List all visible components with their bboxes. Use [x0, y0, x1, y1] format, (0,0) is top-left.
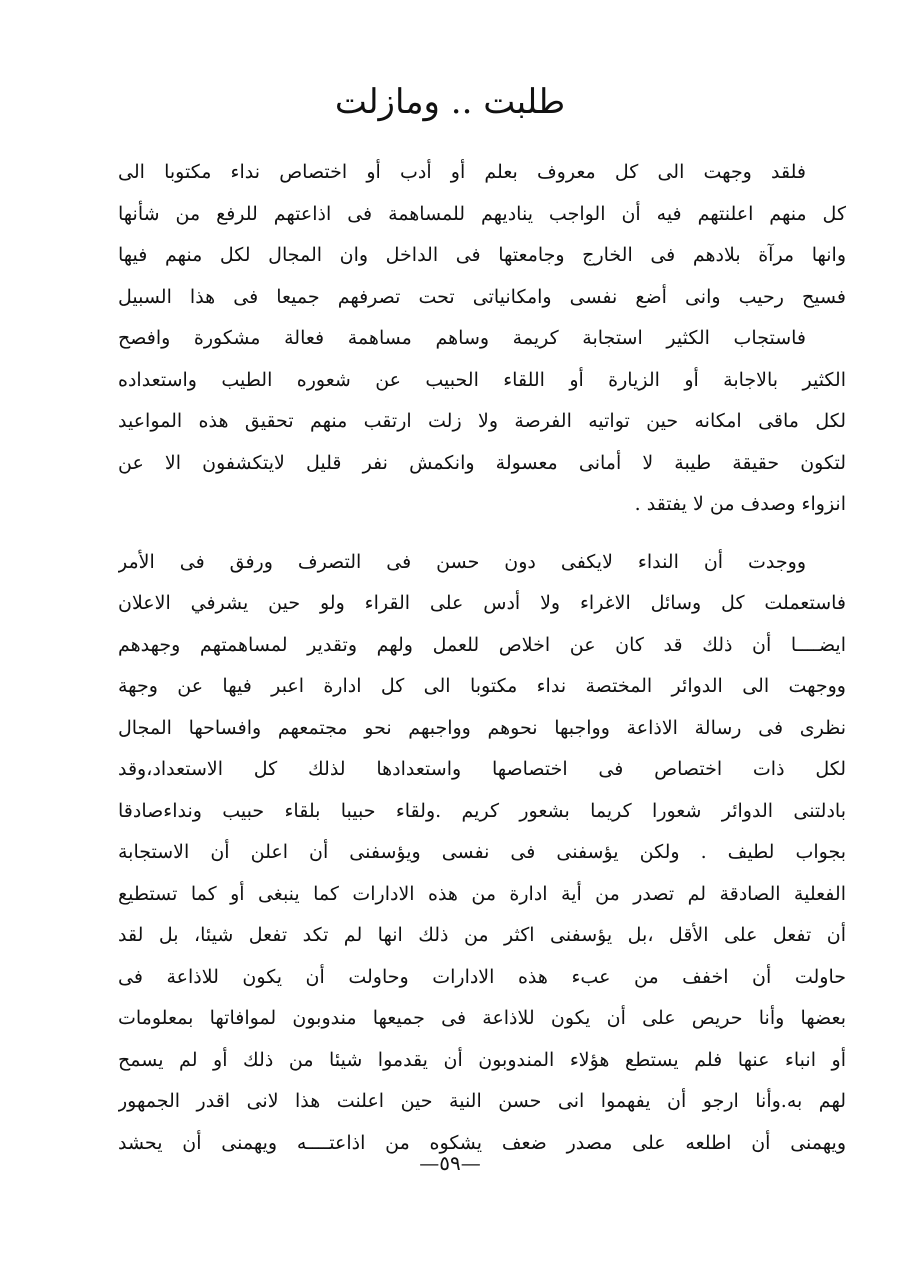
text-line: وانها مرآة بلادهم فى الخارج وجامعتها فى الداخل وان المجال لكل منهم فيها — [118, 244, 846, 266]
text-line: لكل ذات اختصاص فى اختصاصها واستعدادها لذلك كل الاستعداد،وقد — [118, 758, 846, 780]
text-line: فاستعملت كل وسائل الاغراء ولا أدس على القراء ولو حين يشرفي الاعلان — [118, 592, 846, 614]
text-line: انزواء وصدف من لا يفتقد . — [634, 493, 846, 515]
body-text — [118, 152, 846, 1164]
paragraph — [118, 542, 846, 1165]
text-line: ايضــــا أن ذلك قد كان عن اخلاص للعمل ولهم وتقدير لمساهمتهم وجهدهم — [118, 633, 846, 656]
text-line: كل منهم اعلنتهم فيه أن الواجب يناديهم للمساهمة فى اذاعتهم للرفع من شأنها — [118, 202, 846, 225]
page-number: —٥٩— — [419, 1151, 481, 1175]
text-line: فلقد وجهت الى كل معروف بعلم أو أدب أو اختصاص نداء مكتوبا الى — [118, 161, 806, 183]
text-line: نظرى فى رسالة الاذاعة وواجبها نحوهم وواجبهم نحو مجتمعهم وافساحها المجال — [118, 716, 846, 739]
text-line: ووجهت الى الدوائر المختصة نداء مكتوبا الى كل ادارة اعبر فيها عن وجهة — [118, 675, 846, 697]
text-line: لتكون حقيقة طيبة لا أمانى معسولة وانكمش نفر قليل لايتكشفون الا عن — [118, 451, 846, 474]
text-line: ويهمنى أن اطلعه على مصدر ضعف يشكوه من اذاعتــــه ويهمنى أن يحشد — [118, 1131, 846, 1154]
text-line: لكل ماقى امكانه حين تواتيه الفرصة ولا زلت ارتقب منهم تحقيق هذه المواعيد — [118, 410, 846, 432]
text-line: الفعلية الصادقة لم تصدر من أية ادارة من هذه الادارات كما ينبغى أو كما تستطيع — [118, 882, 846, 905]
text-line: أو انباء عنها فلم يستطع هؤلاء المندوبون أن يقدموا شيئا من ذلك أو لم يسمح — [118, 1048, 846, 1071]
text-line: فاستجاب الكثير استجابة كريمة وساهم مساهمة فعالة مشكورة وافصح — [118, 327, 806, 349]
paragraph — [118, 152, 846, 318]
paragraph — [118, 318, 846, 526]
paragraph-gap — [118, 526, 846, 542]
text-line: بادلتنى الدوائر شعورا كريما بشعور كريم .ولقاء حبيبا بلقاء حبيب ونداءصادقا — [118, 799, 846, 822]
text-line: حاولت أن اخفف من عبء هذه الادارات وحاولت أن يكون للاذاعة فى — [118, 965, 846, 988]
text-line: الكثير بالاجابة أو الزيارة أو اللقاء الحبيب عن شعوره الطيب واستعداده — [118, 368, 846, 391]
text-line: بجواب لطيف . ولكن يؤسفنى فى نفسى ويؤسفنى أن اعلن أن الاستجابة — [118, 841, 846, 863]
text-line: أن تفعل على الأقل ،بل يؤسفنى اكثر من ذلك انها لم تكد تفعل شيئا، بل لقد — [118, 924, 846, 946]
text-line: لهم به.وأنا ارجو أن يفهموا انى حسن النية حين اعلنت هذا لانى اقدر الجمهور — [118, 1090, 846, 1112]
text-line: فسيح رحيب وانى أضع نفسى وامكانياتى تحت تصرفهم جميعا فى هذا السبيل — [118, 285, 846, 308]
page-title: طلبت .. ومازلت — [334, 82, 566, 122]
text-line: ووجدت أن النداء لايكفى دون حسن فى التصرف ورفق فى الأمر — [118, 550, 806, 573]
text-line: بعضها وأنا حريص على أن يكون للاذاعة فى جميعها مندوبون لموافاتها بمعلومات — [118, 1007, 846, 1029]
